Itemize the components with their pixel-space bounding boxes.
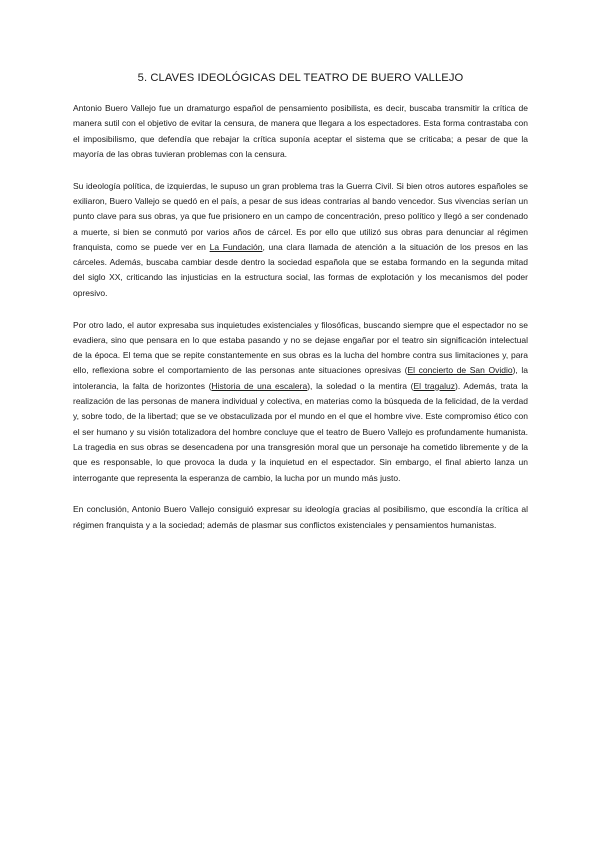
work-title-el-concierto-de-san-ovidio: El concierto de San Ovidio bbox=[407, 365, 513, 376]
paragraph-posibilismo bbox=[73, 101, 528, 162]
paragraph-text: En conclusión, Antonio Buero Vallejo consiguió expresar su ideología gracias al posibilismo, que escondía la crítica al régimen franquista y a la sociedad; además de plasmar sus conflictos existenciales y pensamientos humanistas. bbox=[73, 504, 528, 530]
paragraph-conclusion bbox=[73, 502, 528, 533]
paragraph-text: ), la intolerancia, la falta de horizontes ( bbox=[73, 365, 528, 391]
paragraph-inquietudes-existenciales bbox=[73, 318, 528, 486]
paragraph-text: ). Además, trata la realización de las personas de manera individual y colectiva, en materias como la búsqueda de la felicidad, de la verdad y, sobre todo, de la libertad; que se ve obstaculizada por el mundo en el que el hombre vive. Este compromiso ético con el ser humano y su visión totalizadora del hombre concluye que el teatro de Buero Vallejo es profundamente humanista. La tragedia en sus obras se desencadena por una transgresión moral que un personaje ha cometido libremente y de la que es responsable, lo que provoca la duda y la inquietud en el espectador. Sin embargo, el final abierto lanza un interrogante que representa la esperanza de cambio, la lucha por un mundo más justo. bbox=[73, 380, 528, 483]
work-title-la-fundacion: La Fundación bbox=[209, 241, 263, 252]
paragraph-text: Por otro lado, el autor expresaba sus inquietudes existenciales y filosóficas, buscando siempre que el espectador no se evadiera, sino que pensara en lo que estaba pasando y no se dejase engañar por el teatro sin significación intelectual de la época. El tema que se repite constantemente en sus obras es la lucha del hombre contra sus limitaciones y, para ello, reflexiona sobre el comportamiento de las personas ante situaciones opresivas ( bbox=[73, 319, 528, 376]
paragraph-text: Su ideología política, de izquierdas, le supuso un gran problema tras la Guerra Civil. Si bien otros autores españoles se exiliaron, Buero Vallejo se quedó en el país, a pesar de sus ideas contrarias al bando vencedor. Sus vivencias serían un punto clave para sus obras, ya que fue prisionero en un campo de concentración, preso político y llegó a ser condenado a muerte, si bien se conmutó por varios años de cárcel. Es por ello que utilizó sus obras para denunciar al régimen franquista, como se puede ver en bbox=[73, 180, 528, 252]
document-page bbox=[73, 72, 528, 549]
paragraph-ideologia-politica bbox=[73, 179, 528, 301]
paragraph-text: ), la soledad o la mentira ( bbox=[307, 380, 414, 391]
work-title-historia-de-una-escalera: Historia de una escalera bbox=[211, 380, 308, 391]
page-title: 5. CLAVES IDEOLÓGICAS DEL TEATRO DE BUERO VALLEJO bbox=[137, 72, 464, 84]
paragraph-text: Antonio Buero Vallejo fue un dramaturgo español de pensamiento posibilista, es decir, buscaba transmitir la crítica de manera sutil con el objetivo de evitar la censura, de manera que llegara a los espectadores. Esta forma contrastaba con el imposibilismo, que defendía que rebajar la crítica suponía aceptar el sistema que se criticaba; a pesar de que la mayoría de las obras tuvieran problemas con la censura. bbox=[73, 103, 528, 159]
work-title-el-tragaluz: El tragaluz bbox=[413, 380, 455, 391]
paragraph-text: , una clara llamada de atención a la situación de los presos en las cárceles. Además, buscaba cambiar desde dentro la sociedad española que se estaba formando en la segunda mitad del siglo XX, criticando las injusticias en la estructura social, las formas de explotación y los mecanismos del poder opresivo. bbox=[73, 241, 528, 298]
